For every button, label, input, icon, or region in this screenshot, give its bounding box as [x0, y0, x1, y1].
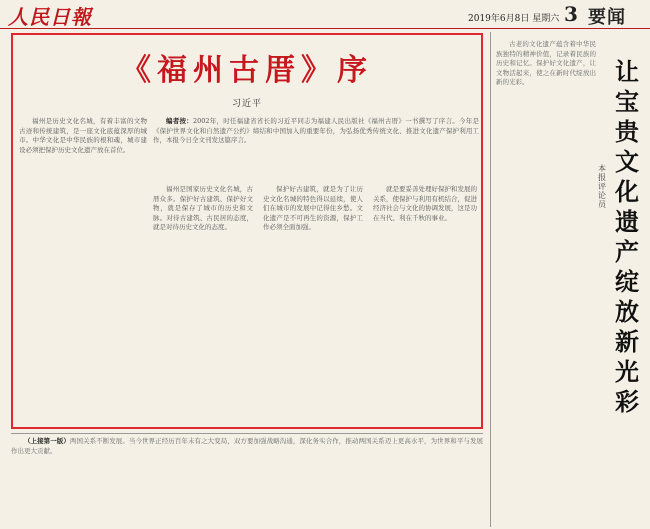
newspaper-logo: 人民日報 [8, 5, 92, 29]
body-column-middle [263, 185, 363, 421]
commentary-text: 古老的文化遗产蕴含着中华民族独特的精神价值，记录着民族的历史和记忆。保护好文化遗产，让文物活起来，使之在新时代绽放出新的光彩。 [496, 40, 596, 86]
page-number: 3 [564, 2, 578, 26]
intro-column [19, 117, 147, 423]
intro-text: 福州是历史文化名城，有着丰富的文物古迹和传统建筑，是一座文化底蕴深厚的城市。中华文化是中华民族的根和魂，城市建设必须把保护历史文化遗产放在首位。 [19, 117, 147, 154]
continued-article [11, 437, 483, 527]
masthead [0, 0, 650, 29]
feature-article-box [11, 33, 483, 429]
editor-note-label: 编者按： [166, 117, 193, 125]
editor-note-text: 2002年，时任福建省省长的习近平同志为福建人民出版社《福州古厝》一书撰写了序言。今年是《保护世界文化和自然遗产公约》缔结和中国加入的重要年份，为弘扬优秀传统文化、推进文化遗产保护利用工作，本报今日全文刊发这篇序言。 [153, 117, 479, 144]
body-middle-text: 保护好古建筑，就是为了让历史文化名城的特色得以延续，使人们在城市的发展中记得住乡愁。文化遗产是不可再生的资源，保护工作必须全面加强。 [263, 185, 363, 231]
editor-note [153, 117, 479, 177]
body-right-text: 就是要妥善处理好保护和发展的关系，使保护与利用有机结合，促进经济社会与文化的协调发展，这是功在当代、利在千秋的事业。 [373, 185, 477, 222]
section-name: 要闻 [588, 7, 626, 28]
section-divider [11, 433, 483, 434]
commentary-byline: 本报评论员 [598, 164, 606, 209]
body-column-right [373, 185, 477, 421]
continued-lead: （上接第一版） [24, 437, 70, 445]
commentary-title: 让宝贵文化遗产绽放新光彩 [615, 57, 639, 416]
commentary-body [496, 40, 596, 524]
article-author: 习近平 [231, 99, 262, 109]
body-left-text: 福州是国家历史文化名城，古厝众多。保护好古建筑、保护好文物，就是保存了城市的历史和文脉。对待古建筑、古民居的态度，就是对待历史文化的态度。 [153, 185, 253, 231]
continued-text: 两国关系不断发展。当今世界正经历百年未有之大变局，双方要加强战略沟通，深化务实合作，推动两国关系迈上更高水平，为世界和平与发展作出更大贡献。 [11, 437, 483, 455]
article-title: 《福州古厝》序 [121, 53, 373, 88]
issue-date: 2019年6月8日 星期六 [468, 14, 560, 24]
body-column-left [153, 185, 253, 421]
column-divider [490, 32, 491, 527]
